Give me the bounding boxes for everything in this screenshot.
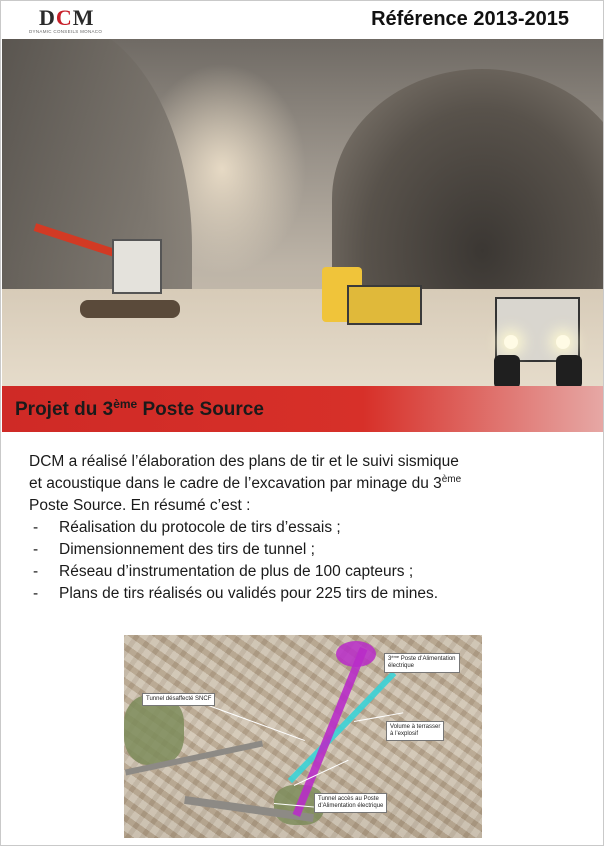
project-title-text: Projet du 3: [15, 399, 114, 420]
logo-letter-m: M: [72, 5, 95, 30]
project-title: [15, 397, 264, 421]
aerial-site-map: [124, 635, 482, 838]
label-poste-text: Poste d’Alimentation: [399, 656, 456, 662]
headlight-right: [556, 335, 570, 349]
intro-line-3: Poste Source. En résumé c’est :: [29, 497, 251, 514]
project-banner: [2, 386, 604, 432]
label-poste-sup: ème: [391, 654, 400, 659]
label-acces-line1: Tunnel accès au Poste: [318, 796, 379, 802]
label-poste-prefix: 3: [388, 656, 392, 662]
label-tunnel-sncf: Tunnel désaffecté SNCF: [142, 693, 215, 706]
access-tunnel-trace: [293, 647, 368, 817]
intro-line-2: [29, 473, 585, 495]
wheel-right: [556, 355, 582, 389]
summary-list: [29, 517, 585, 605]
list-item: - Plans de tirs réalisés ou validés pour 225 tirs de mines.: [29, 583, 585, 605]
wheel-left: [494, 355, 520, 389]
reference-title: Référence 2013-2015: [371, 8, 569, 30]
logo-mark: [39, 5, 95, 31]
list-item: - Dimensionnement des tirs de tunnel ;: [29, 539, 585, 561]
wheel-loader-body: [495, 297, 580, 362]
list-item: - Réalisation du protocole de tirs d’essais ;: [29, 517, 585, 539]
intro-line-2-text: et acoustique dans le cadre de l’excavation par minage du 3: [29, 475, 442, 492]
excavator-cab: [112, 239, 162, 294]
label-volume-terrasser: [386, 721, 444, 741]
project-title-sup: ème: [113, 397, 138, 411]
loader-body: [347, 285, 422, 325]
sncf-tunnel-trace: [288, 671, 397, 783]
dcm-logo: [29, 5, 109, 37]
excavator-track: [80, 300, 180, 318]
label-poste-line2: électrique: [388, 663, 415, 669]
project-title-suffix: Poste Source: [137, 399, 264, 420]
label-acces-line2: d’Alimentation électrique: [318, 803, 384, 809]
label-volume-line1: Volume à terrasser: [390, 724, 441, 730]
yellow-loader: [322, 267, 432, 337]
label-poste-alimentation: [384, 653, 460, 673]
poste-site-marker: [336, 641, 376, 667]
label-tunnel-acces: [314, 793, 387, 813]
logo-letter-d: D: [39, 5, 56, 30]
tunnel-excavation-photo: [2, 39, 604, 389]
header: [1, 1, 603, 39]
list-item: - Réseau d’instrumentation de plus de 100 capteurs ;: [29, 561, 585, 583]
excavator: [30, 234, 190, 324]
logo-letter-c: C: [55, 5, 73, 30]
logo-subtitle: DYNAMIC CONSEILS MONACO: [29, 29, 103, 34]
intro-line-2-sup: ème: [441, 474, 462, 485]
label-volume-line2: à l’explosif: [390, 731, 419, 737]
project-description: [29, 451, 585, 605]
wheel-loader: [490, 297, 585, 389]
intro-line-1: DCM a réalisé l’élaboration des plans de tir et le suivi sismique: [29, 453, 459, 470]
headlight-left: [504, 335, 518, 349]
label-poste-line1: [388, 656, 456, 663]
